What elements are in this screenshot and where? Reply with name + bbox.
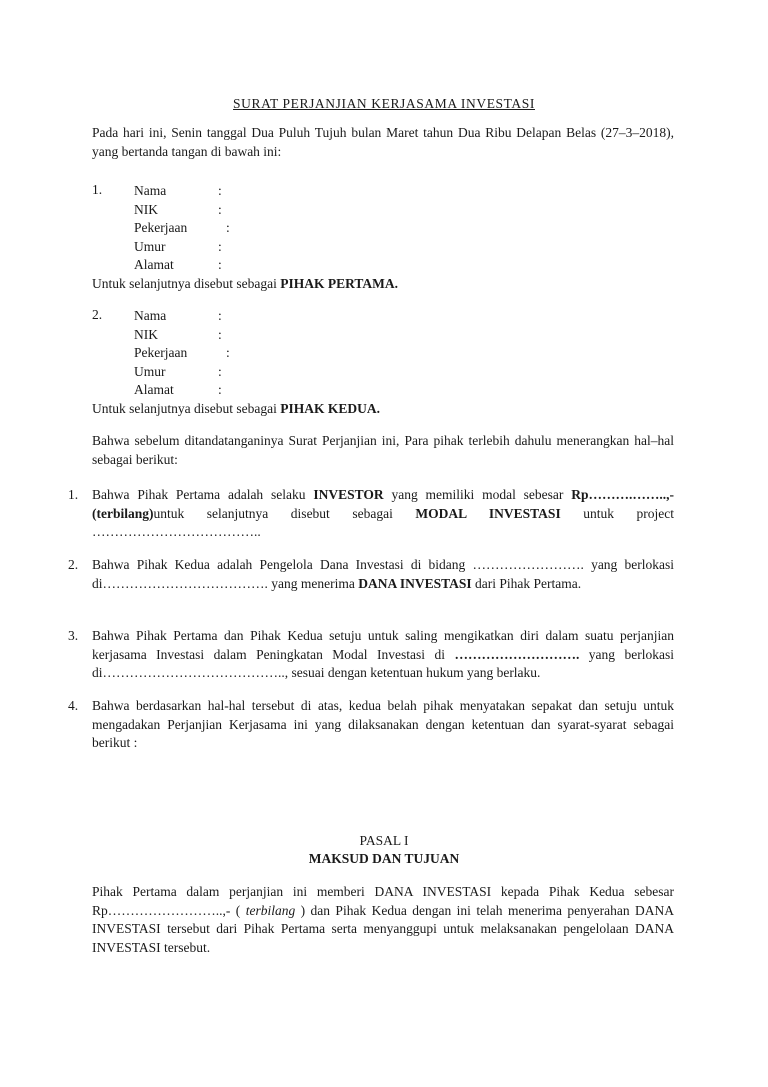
pasal-number: PASAL I bbox=[359, 833, 409, 848]
pasal-paragraph: Pihak Pertama dalam perjanjian ini memberi DANA INVESTASI kepada Pihak Kedua sebesar Rp……………………..,- ( terbilang ) dan Pihak Kedua dengan ini telah menerima penyerahan DANA INVESTASI tersebut dari Pihak Pertama serta menyanggupi untuk melaksanakan pengelolaan DANA INVESTASI tersebut. bbox=[92, 884, 674, 955]
item-number: 2. bbox=[68, 557, 79, 572]
field-pekerjaan: Pekerjaan : bbox=[134, 220, 230, 235]
field-alamat: Alamat : bbox=[134, 382, 222, 397]
intro-paragraph: Pada hari ini, Senin tanggal Dua Puluh Tujuh bulan Maret tahun Dua Ribu Delapan Belas (27–3–2018), yang bertanda tangan di bawah ini: bbox=[92, 125, 674, 159]
item-text: Bahwa Pihak Pertama dan Pihak Kedua setuju untuk saling mengikatkan diri dalam suatu perjanjian kerjasama Investasi dalam Peningkatan Modal Investasi di ………………………. yang berlokasi di………………………………….., sesuai dengan ketentuan hukum yang berlaku. bbox=[92, 628, 674, 680]
item-number: 3. bbox=[68, 628, 79, 643]
field-pekerjaan: Pekerjaan : bbox=[134, 345, 230, 360]
field-nama: Nama : bbox=[134, 308, 222, 323]
item-text: Bahwa Pihak Kedua adalah Pengelola Dana Investasi di bidang ……………………. yang berlokasi di………………………………. yang menerima DANA INVESTASI dari Pihak Pertama. bbox=[92, 557, 674, 591]
field-nik: NIK : bbox=[134, 326, 222, 342]
party-designation: Untuk selanjutnya disebut sebagai PIHAK PERTAMA. bbox=[92, 275, 398, 291]
item-text: Bahwa berdasarkan hal-hal tersebut di atas, kedua belah pihak menyatakan sepakat dan setuju untuk mengadakan Perjanjian Kerjasama ini yang dilaksanakan dengan ketentuan dan syarat-syarat sebagai berikut : bbox=[92, 698, 674, 750]
party-number: 2. bbox=[92, 307, 103, 322]
preamble-paragraph: Bahwa sebelum ditandatanganinya Surat Perjanjian ini, Para pihak terlebih dahulu menerangkan hal–hal sebagai berikut: bbox=[92, 433, 674, 467]
field-umur: Umur : bbox=[134, 363, 222, 379]
party-designation: Untuk selanjutnya disebut sebagai PIHAK KEDUA. bbox=[92, 400, 380, 416]
party-number: 1. bbox=[92, 182, 103, 197]
field-umur: Umur : bbox=[134, 238, 222, 254]
field-alamat: Alamat : bbox=[134, 257, 222, 272]
pasal-heading: MAKSUD DAN TUJUAN bbox=[308, 851, 460, 866]
field-nama: Nama : bbox=[134, 183, 222, 198]
item-number: 1. bbox=[68, 487, 79, 502]
document-title: SURAT PERJANJIAN KERJASAMA INVESTASI bbox=[233, 96, 535, 111]
item-number: 4. bbox=[68, 698, 79, 713]
item-text: Bahwa Pihak Pertama adalah selaku INVESTOR yang memiliki modal sebesar Rp……….……..,- (terbilang)untuk selanjutnya disebut sebagai MODAL INVESTASI untuk project ……………………………….. bbox=[92, 487, 675, 539]
field-nik: NIK : bbox=[134, 201, 222, 217]
